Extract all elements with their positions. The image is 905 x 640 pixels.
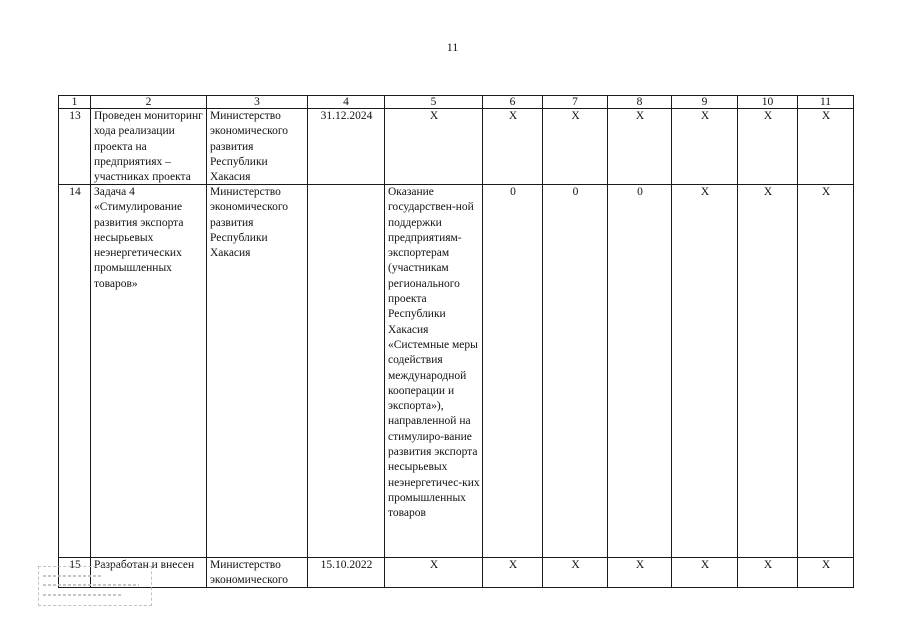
faded-stamp-icon [38, 566, 152, 606]
value-cell: Х [608, 558, 672, 588]
column-header: 3 [207, 96, 308, 109]
column-header: 6 [483, 96, 543, 109]
row-number: 14 [59, 185, 91, 558]
measures-table [58, 95, 854, 588]
result-cell: Х [385, 109, 483, 185]
value-cell: Х [738, 558, 798, 588]
executor: Министерство экономического развития Республики Хакасия [207, 185, 308, 558]
table-row [59, 185, 854, 558]
column-header: 4 [308, 96, 385, 109]
deadline: 15.10.2022 [308, 558, 385, 588]
event-name: Задача 4 «Стимулирование развития экспорта несырьевых неэнергетических промышленных товаров» [91, 185, 207, 558]
result-cell: Х [385, 558, 483, 588]
row-number: 13 [59, 109, 91, 185]
executor: Министерство экономического развития Республики Хакасия [207, 109, 308, 185]
deadline: 31.12.2024 [308, 109, 385, 185]
value-cell: 0 [543, 185, 608, 558]
column-header: 2 [91, 96, 207, 109]
result-cell: Оказание государствен-ной поддержки предприятиям-экспортерам (участникам регионального проекта Республики Хакасия «Системные меры содействия международной кооперации и экспорта»), направленной на стимулиро-вание развития экспорта несырьевых неэнергетичес-ких промышленных товаров [385, 185, 483, 558]
value-cell: 0 [608, 185, 672, 558]
value-cell: Х [543, 558, 608, 588]
value-cell: Х [483, 558, 543, 588]
value-cell: Х [543, 109, 608, 185]
event-name: Разработан и внесен [91, 558, 207, 588]
column-header: 11 [798, 96, 854, 109]
value-cell: Х [672, 185, 738, 558]
column-header: 1 [59, 96, 91, 109]
column-header: 8 [608, 96, 672, 109]
page-number: 11 [446, 40, 459, 54]
column-header: 5 [385, 96, 483, 109]
column-header: 10 [738, 96, 798, 109]
executor: Министерство экономического [207, 558, 308, 588]
column-header: 9 [672, 96, 738, 109]
row-number: 15 [59, 558, 91, 588]
value-cell: Х [738, 109, 798, 185]
table-row [59, 558, 854, 588]
deadline [308, 185, 385, 558]
value-cell: Х [672, 558, 738, 588]
value-cell: Х [798, 185, 854, 558]
event-name: Проведен мониторинг хода реализации проекта на предприятиях – участниках проекта [91, 109, 207, 185]
value-cell: Х [798, 109, 854, 185]
table-row [59, 109, 854, 185]
value-cell: Х [483, 109, 543, 185]
column-number-row [59, 96, 854, 109]
value-cell: Х [608, 109, 672, 185]
value-cell: 0 [483, 185, 543, 558]
value-cell: Х [798, 558, 854, 588]
value-cell: Х [738, 185, 798, 558]
value-cell: Х [672, 109, 738, 185]
column-header: 7 [543, 96, 608, 109]
